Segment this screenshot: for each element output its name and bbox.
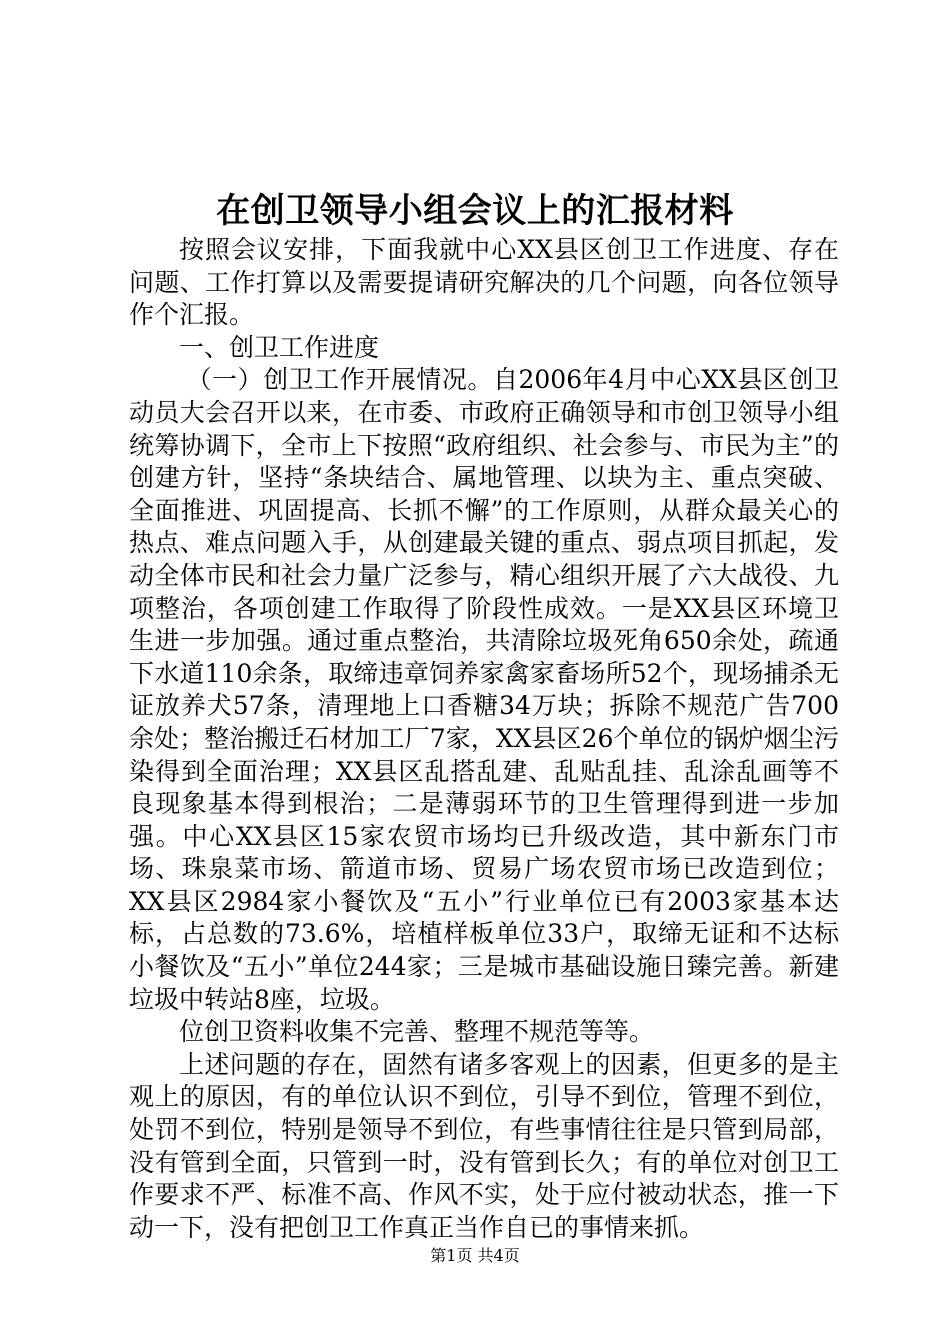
paragraph-fragment: 位创卫资料收集不完善、整理不规范等等。 (179, 1017, 655, 1047)
paragraph-analysis: 上述问题的存在，固然有诸多客观上的因素，但更多的是主观上的原因，有的单位认识不到位，引导不到位，管理不到位，处罚不到位，特别是领导不到位，有些事情往往是只管到局部，没有管到全面，只管到一时，没有管到长久；有的单位对创卫工作要求不严、标准不高、作风不实，处于应付被动状态，推一下动一下，没有把创卫工作真正当作自已的事情来抓。 (129, 1049, 839, 1242)
page-footer: 第1页 共4页 (430, 1246, 520, 1265)
document-title: 在创卫领导小组会议上的汇报材料 (216, 191, 734, 231)
section-heading: 一、创卫工作进度 (179, 332, 380, 362)
paragraph-progress: （一）创卫工作开展情况。自2006年4月中心XX县区创卫动员大会召开以来，在市委、市政府正确领导和市创卫领导小组统筹协调下，全市上下按照“政府组织、社会参与、市民为主”的创建方针，坚持“条块结合、属地管理、以块为主、重点突破、全面推进、巩固提高、长抓不懈”的工作原则，从群众最关心的热点、难点问题入手，从创建最关键的重点、弱点项目抓起，发动全体市民和社会力量广泛参与，精心组织开展了六大战役、九项整治，各项创建工作取得了阶段性成效。一是XX县区环境卫生进一步加强。通过重点整治，共清除垃圾死角650余处，疏通下水道110余条，取缔违章饲养家禽家畜场所52个，现场捕杀无证放养犬57条，清理地上口香糖34万块；拆除不规范广告700余处；整治搬迁石材加工厂7家，XX县区26个单位的锅炉烟尘污染得到全面治理；XX县区乱搭乱建、乱贴乱挂、乱涂乱画等不良现象基本得到根治；二是薄弱环节的卫生管理得到进一步加强。中心XX县区15家农贸市场均已升级改造，其中新东门市场、珠泉菜市场、箭道市场、贸易广场农贸市场已改造到位；XX县区2984家小餐饮及“五小”行业单位已有2003家基本达标，占总数的73.6%，培植样板单位33户，取缔无证和不达标小餐饮及“五小”单位244家；三是城市基础设施日臻完善。新建垃圾中转站8座，垃圾。 (129, 365, 839, 1014)
document-body (129, 234, 839, 1244)
paragraph-intro: 按照会议安排，下面我就中心XX县区创卫工作进度、存在问题、工作打算以及需要提请研究解决的几个问题，向各位领导作个汇报。 (129, 235, 839, 330)
